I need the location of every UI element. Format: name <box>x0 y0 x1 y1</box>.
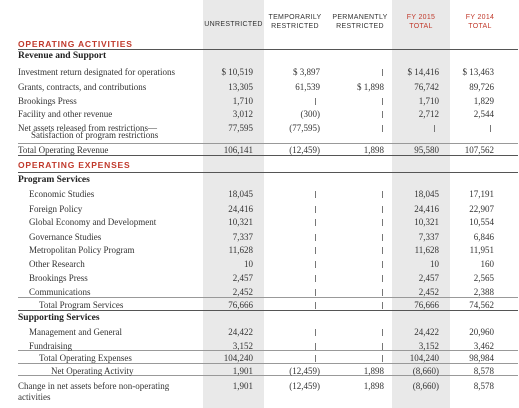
column-header-line: TOTAL <box>468 23 492 30</box>
empty-cell-dash <box>315 98 316 105</box>
cell-unrestricted: 3,012 <box>232 109 253 119</box>
row-label: Management and General <box>29 327 122 337</box>
row-label: Fundraising <box>29 341 73 351</box>
cell-fy2014: 22,907 <box>469 204 494 214</box>
column-header-line: UNRESTRICTED <box>204 21 263 28</box>
cell-temporarily: (12,459) <box>289 381 320 391</box>
cell-fy2014: 2,544 <box>473 109 494 119</box>
cell-fy2014: 2,565 <box>473 273 494 283</box>
empty-cell-dash <box>315 234 316 241</box>
cell-fy2014: 98,984 <box>469 353 494 363</box>
empty-cell-dash <box>382 191 383 198</box>
empty-cell-dash <box>382 206 383 213</box>
cell-fy2015: 24,422 <box>414 327 439 337</box>
cell-temporarily: (12,459) <box>289 366 320 376</box>
cell-fy2015: 104,240 <box>409 353 439 363</box>
cell-permanently: 1,898 <box>363 366 384 376</box>
cell-unrestricted: 1,710 <box>232 96 253 106</box>
row-label: Economic Studies <box>29 189 95 199</box>
cell-fy2015: $ 14,416 <box>407 67 439 77</box>
cell-fy2014: 160 <box>480 259 494 269</box>
divider-line <box>18 143 518 144</box>
cell-fy2015: 3,152 <box>418 341 439 351</box>
cell-temporarily: 61,539 <box>295 82 320 92</box>
empty-cell-dash <box>315 289 316 296</box>
column-header-permanently <box>329 13 391 31</box>
cell-unrestricted: 10,321 <box>228 217 253 227</box>
row-label: Net Operating Activity <box>51 366 134 376</box>
row-label: Investment return designated for operations <box>18 67 175 77</box>
empty-cell-dash <box>382 219 383 226</box>
empty-cell-dash <box>382 125 383 132</box>
cell-temporarily: $ 3,897 <box>293 67 320 77</box>
row-label: Net assets released from restrictions— <box>18 123 157 133</box>
cell-unrestricted: 104,240 <box>223 353 253 363</box>
empty-cell-dash <box>315 191 316 198</box>
cell-fy2014: 20,960 <box>469 327 494 337</box>
subsection-supporting-services: Supporting Services <box>18 313 100 323</box>
row-label: Other Research <box>29 259 85 269</box>
cell-unrestricted: 106,141 <box>223 145 253 155</box>
empty-cell-dash <box>382 234 383 241</box>
cell-fy2015: 2,457 <box>418 273 439 283</box>
cell-unrestricted: 3,152 <box>232 341 253 351</box>
cell-fy2015: 76,742 <box>414 82 439 92</box>
cell-fy2015: (8,660) <box>412 366 439 376</box>
cell-fy2014: 2,388 <box>473 287 494 297</box>
empty-cell-dash <box>315 247 316 254</box>
row-label: Metropolitan Policy Program <box>29 245 135 255</box>
cell-unrestricted: 18,045 <box>228 189 253 199</box>
empty-cell-dash <box>382 69 383 76</box>
column-header-line: RESTRICTED <box>336 23 384 30</box>
divider-line <box>18 297 518 298</box>
empty-cell-dash <box>382 98 383 105</box>
cell-unrestricted: $ 10,519 <box>221 67 253 77</box>
divider-line <box>18 172 518 173</box>
cell-unrestricted: 10 <box>244 259 253 269</box>
cell-temporarily: (77,595) <box>289 123 320 133</box>
row-label: Governance Studies <box>29 232 102 242</box>
empty-cell-dash <box>315 219 316 226</box>
empty-cell-dash <box>315 261 316 268</box>
divider-line <box>18 363 518 364</box>
cell-permanently: 1,898 <box>363 145 384 155</box>
empty-cell-dash <box>315 302 316 309</box>
row-label: Total Program Services <box>39 300 124 310</box>
subsection-program-services: Program Services <box>18 175 90 185</box>
empty-cell-dash <box>382 355 383 362</box>
cell-temporarily: (300) <box>300 109 320 119</box>
cell-unrestricted: 11,628 <box>228 245 253 255</box>
cell-fy2014: $ 13,463 <box>462 67 494 77</box>
empty-cell-dash <box>382 275 383 282</box>
cell-fy2014: 10,554 <box>469 217 494 227</box>
empty-cell-dash <box>315 329 316 336</box>
cell-fy2015: 1,710 <box>418 96 439 106</box>
row-label: Brookings Press <box>29 273 88 283</box>
divider-line <box>18 350 518 351</box>
empty-cell-dash <box>382 289 383 296</box>
cell-unrestricted: 24,422 <box>228 327 253 337</box>
column-header-line: TOTAL <box>409 23 433 30</box>
column-header-temporarily <box>264 13 326 31</box>
row-label: Global Economy and Development <box>29 217 157 227</box>
cell-fy2014: 107,562 <box>464 145 494 155</box>
cell-permanently: 1,898 <box>363 381 384 391</box>
cell-fy2015: 76,666 <box>414 300 439 310</box>
cell-fy2014: 8,578 <box>473 381 494 391</box>
cell-fy2014: 11,951 <box>469 245 494 255</box>
empty-cell-dash <box>315 275 316 282</box>
row-label: Brookings Press <box>18 96 77 106</box>
column-header-fy2015 <box>392 13 450 31</box>
empty-cell-dash <box>382 247 383 254</box>
cell-fy2014: 89,726 <box>469 82 494 92</box>
cell-unrestricted: 76,666 <box>228 300 253 310</box>
column-header-line: RESTRICTED <box>271 23 319 30</box>
row-label: Communications <box>29 287 91 297</box>
section-operating-activities: OPERATING ACTIVITIES <box>18 39 133 49</box>
empty-cell-dash <box>382 302 383 309</box>
empty-cell-dash <box>382 261 383 268</box>
row-label: Total Operating Expenses <box>39 353 132 363</box>
cell-permanently: $ 1,898 <box>357 82 384 92</box>
cell-fy2015: 7,337 <box>418 232 439 242</box>
divider-line <box>18 310 518 311</box>
empty-cell-dash <box>315 355 316 362</box>
column-header-line: FY 2014 <box>465 14 495 21</box>
column-header-line: PERMANENTLY <box>332 14 388 21</box>
cell-fy2015: 10,321 <box>414 217 439 227</box>
cell-temporarily: (12,459) <box>289 145 320 155</box>
row-label: Grants, contracts, and contributions <box>18 82 147 92</box>
cell-fy2015: (8,660) <box>412 381 439 391</box>
cell-unrestricted: 77,595 <box>228 123 253 133</box>
column-header-unrestricted <box>203 20 264 29</box>
cell-fy2015: 95,580 <box>414 145 439 155</box>
column-header-fy2014 <box>450 13 510 31</box>
column-header-line: TEMPORARILY <box>268 14 322 21</box>
empty-cell-dash <box>434 125 435 132</box>
row-label-continuation: activities <box>18 392 51 402</box>
cell-fy2014: 3,462 <box>473 341 494 351</box>
cell-fy2014: 1,829 <box>473 96 494 106</box>
empty-cell-dash <box>382 111 383 118</box>
cell-unrestricted: 24,416 <box>228 204 253 214</box>
cell-fy2014: 17,191 <box>469 189 494 199</box>
empty-cell-dash <box>315 206 316 213</box>
cell-unrestricted: 13,305 <box>228 82 253 92</box>
cell-unrestricted: 2,452 <box>232 287 253 297</box>
row-label: Change in net assets before non-operating <box>18 381 170 391</box>
row-label: Foreign Policy <box>29 204 83 214</box>
cell-fy2015: 2,452 <box>418 287 439 297</box>
cell-fy2014: 6,846 <box>473 232 494 242</box>
cell-fy2015: 18,045 <box>414 189 439 199</box>
column-header-line: FY 2015 <box>406 14 436 21</box>
cell-fy2014: 74,562 <box>469 300 494 310</box>
cell-unrestricted: 2,457 <box>232 273 253 283</box>
cell-fy2015: 11,628 <box>414 245 439 255</box>
cell-fy2015: 10 <box>430 259 439 269</box>
cell-fy2015: 2,712 <box>418 109 439 119</box>
row-label: Total Operating Revenue <box>18 145 109 155</box>
subsection-revenue-support: Revenue and Support <box>18 51 107 61</box>
cell-unrestricted: 7,337 <box>232 232 253 242</box>
section-operating-expenses: OPERATING EXPENSES <box>18 160 131 170</box>
row-label: Facility and other revenue <box>18 109 113 119</box>
cell-fy2015: 24,416 <box>414 204 439 214</box>
cell-unrestricted: 1,901 <box>232 366 253 376</box>
empty-cell-dash <box>382 343 383 350</box>
row-label-continuation: Satisfaction of program restrictions <box>31 130 159 140</box>
divider-line <box>18 155 518 156</box>
divider-line <box>18 49 518 50</box>
empty-cell-dash <box>315 343 316 350</box>
empty-cell-dash <box>490 125 491 132</box>
cell-fy2014: 8,578 <box>473 366 494 376</box>
cell-unrestricted: 1,901 <box>232 381 253 391</box>
empty-cell-dash <box>382 329 383 336</box>
